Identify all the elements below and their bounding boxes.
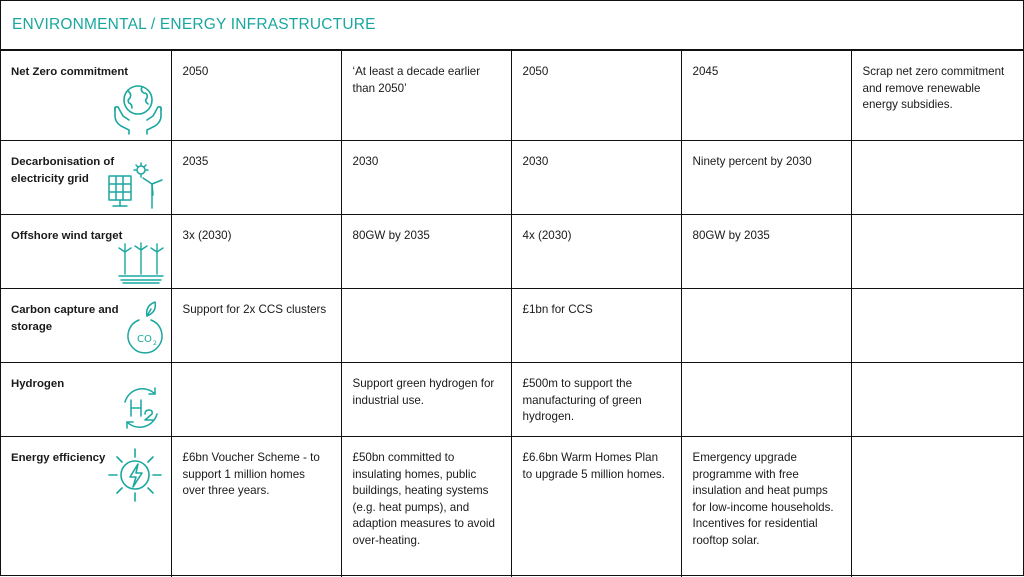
table-row-net-zero	[0, 51, 1024, 141]
table-cell	[851, 437, 1024, 577]
table-cell: Emergency upgrade programme with free insulation and heat pumps for low-income households. Incentives for residential rooftop solar.	[681, 437, 851, 577]
page-title: ENVIRONMENTAL / ENERGY INFRASTRUCTURE	[12, 16, 376, 33]
table-cell	[681, 363, 851, 437]
row-label-cell	[0, 363, 171, 437]
table-cell: ‘At least a decade earlier than 2050’	[341, 51, 511, 141]
header-bar	[0, 0, 1024, 50]
row-label-cell	[0, 215, 171, 289]
table-cell: £1bn for CCS	[511, 289, 681, 363]
table-row-hydrogen	[0, 363, 1024, 437]
row-label-cell	[0, 141, 171, 215]
table-cell: £500m to support the manufacturing of green hydrogen.	[511, 363, 681, 437]
h2-cycle-icon	[117, 384, 165, 432]
table-cell: 3x (2030)	[171, 215, 341, 289]
row-label: Hydrogen	[11, 378, 65, 390]
row-label-cell	[0, 437, 171, 577]
table-cell: Ninety percent by 2030	[681, 141, 851, 215]
table-cell: Support for 2x CCS clusters	[171, 289, 341, 363]
table-cell	[341, 289, 511, 363]
table-cell: £6.6bn Warm Homes Plan to upgrade 5 million homes.	[511, 437, 681, 577]
table-row-energy-efficiency	[0, 437, 1024, 577]
table-cell: 80GW by 2035	[681, 215, 851, 289]
row-label-cell	[0, 51, 171, 141]
table-cell: £6bn Voucher Scheme - to support 1 million homes over three years.	[171, 437, 341, 577]
table-cell	[681, 289, 851, 363]
svg-text:CO: CO	[136, 334, 152, 345]
svg-text:2: 2	[152, 340, 157, 347]
table-row-decarbonisation	[0, 141, 1024, 215]
co2-leaf-icon	[125, 300, 165, 358]
table-cell: 80GW by 2035	[341, 215, 511, 289]
table-cell: 2035	[171, 141, 341, 215]
table-cell: 4x (2030)	[511, 215, 681, 289]
table-cell	[171, 363, 341, 437]
policy-table	[0, 50, 1024, 577]
table-row-offshore-wind	[0, 215, 1024, 289]
table-cell: Support green hydrogen for industrial use.	[341, 363, 511, 437]
table-cell	[851, 289, 1024, 363]
table-cell: 2050	[171, 51, 341, 141]
table-cell: £50bn committed to insulating homes, public buildings, heating systems (e.g. heat pumps), and adaption measures to avoid over-heating.	[341, 437, 511, 577]
table-cell	[851, 215, 1024, 289]
row-label: Carbon capture and storage	[11, 304, 119, 333]
table-cell: Scrap net zero commitment and remove renewable energy subsidies.	[851, 51, 1024, 141]
table-cell	[851, 141, 1024, 215]
offshore-turbines-icon	[117, 242, 165, 284]
table-cell: 2030	[341, 141, 511, 215]
solar-wind-icon	[105, 162, 165, 210]
table-cell: 2045	[681, 51, 851, 141]
table-cell: 2030	[511, 141, 681, 215]
row-label: Net Zero commitment	[11, 66, 129, 78]
table-cell: 2050	[511, 51, 681, 141]
row-label: Energy efficiency	[11, 452, 106, 464]
globe-hands-icon	[111, 80, 165, 136]
row-label-cell	[0, 289, 171, 363]
table-cell	[851, 363, 1024, 437]
row-label: Offshore wind target	[11, 230, 123, 242]
lightning-bolt-icon	[105, 445, 165, 505]
table-row-carbon-capture	[0, 289, 1024, 363]
row-label: Decarbonisation of electricity grid	[11, 156, 115, 185]
